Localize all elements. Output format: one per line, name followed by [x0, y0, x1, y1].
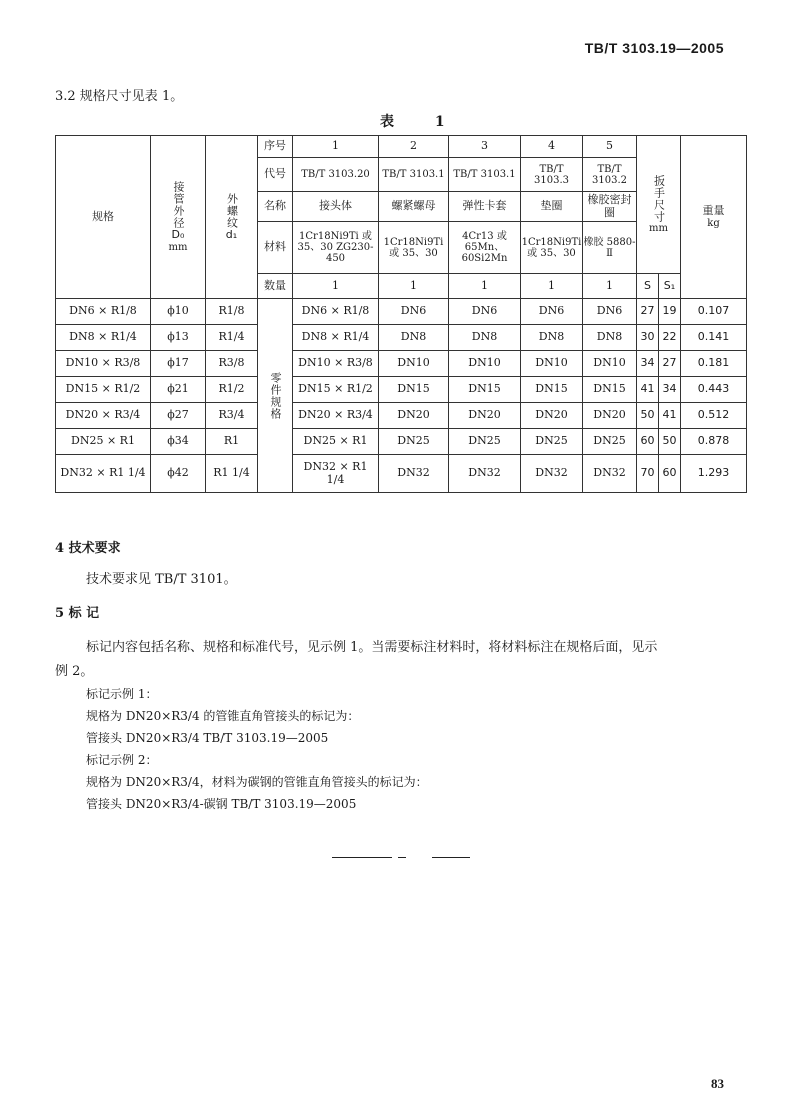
cell-spec: DN6 × R1/8 [56, 299, 151, 325]
part-5-seq: 5 [583, 136, 637, 158]
cell-p3: DN10 [449, 351, 521, 377]
cell-p5: DN32 [583, 455, 637, 493]
cell-thread: R3/8 [206, 351, 258, 377]
col-thread-header [206, 136, 258, 299]
col-spec-header: 规格 [56, 136, 151, 299]
example-2-mark: 管接头 DN20×R3/4-碳钢 TB/T 3103.19—2005 [86, 797, 357, 811]
label-seq: 序号 [258, 136, 293, 158]
cell-s1: 27 [659, 351, 681, 377]
cell-spec: DN10 × R3/8 [56, 351, 151, 377]
part-3-qty: 1 [449, 274, 521, 299]
part-4-name: 垫圈 [521, 192, 583, 222]
table-row [56, 377, 747, 403]
cell-p4: DN8 [521, 325, 583, 351]
example-1-desc: 规格为 DN20×R3/4 的管锥直角管接头的标记为： [86, 709, 360, 723]
col-thread-symbol: d₁ [225, 227, 238, 241]
part-1-qty: 1 [293, 274, 379, 299]
col-wrench-unit: mm [649, 223, 668, 234]
cell-p1: DN6 × R1/8 [293, 299, 379, 325]
part-mark-label [258, 299, 293, 493]
cell-p2: DN6 [379, 299, 449, 325]
cell-s: 41 [637, 377, 659, 403]
cell-s1: 60 [659, 455, 681, 493]
col-wrench-label: 扳手尺寸 [652, 175, 666, 223]
cell-p4: DN10 [521, 351, 583, 377]
spec-table [55, 135, 747, 493]
example-2-label: 标记示例 2： [86, 753, 158, 767]
cell-p4: DN32 [521, 455, 583, 493]
part-4-material: 1Cr18Ni9Ti 或 35、30 [521, 222, 583, 274]
page-number: 83 [711, 1076, 724, 1091]
cell-p5: DN15 [583, 377, 637, 403]
cell-thread: R3/4 [206, 403, 258, 429]
cell-s1: 41 [659, 403, 681, 429]
table-row [56, 299, 747, 325]
table-row [56, 403, 747, 429]
cell-od: ϕ27 [151, 403, 206, 429]
cell-p3: DN32 [449, 455, 521, 493]
cell-s: 60 [637, 429, 659, 455]
example-1-label: 标记示例 1： [86, 687, 158, 701]
part-5-name: 橡胶密封圈 [583, 192, 637, 222]
cell-p2: DN32 [379, 455, 449, 493]
end-rule-right [432, 857, 470, 858]
cell-p4: DN15 [521, 377, 583, 403]
cell-s1: 22 [659, 325, 681, 351]
part-2-code: TB/T 3103.1 [379, 158, 449, 192]
cell-w: 0.181 [681, 351, 747, 377]
cell-thread: R1/4 [206, 325, 258, 351]
part-1-seq: 1 [293, 136, 379, 158]
cell-od: ϕ34 [151, 429, 206, 455]
example-2-desc: 规格为 DN20×R3/4，材料为碳钢的管锥直角管接头的标记为： [86, 775, 428, 789]
cell-p3: DN6 [449, 299, 521, 325]
cell-s1: 19 [659, 299, 681, 325]
part-1-material: 1Cr18Ni9Ti 或 35、30 ZG230-450 [293, 222, 379, 274]
table-row [56, 325, 747, 351]
cell-w: 0.443 [681, 377, 747, 403]
section-4-body: 技术要求见 TB/T 3101。 [86, 572, 237, 587]
end-rule-left [332, 857, 392, 858]
part-2-material: 1Cr18Ni9Ti 或 35、30 [379, 222, 449, 274]
cell-p4: DN25 [521, 429, 583, 455]
cell-s1: 34 [659, 377, 681, 403]
cell-spec: DN8 × R1/4 [56, 325, 151, 351]
col-pipe-od-symbol: D₀ [171, 228, 185, 242]
part-4-code: TB/T 3103.3 [521, 158, 583, 192]
cell-p2: DN15 [379, 377, 449, 403]
cell-spec: DN15 × R1/2 [56, 377, 151, 403]
cell-p5: DN8 [583, 325, 637, 351]
cell-s: 30 [637, 325, 659, 351]
example-1-mark: 管接头 DN20×R3/4 TB/T 3103.19—2005 [86, 731, 329, 745]
col-weight-unit: kg [707, 217, 720, 229]
col-weight-header [681, 136, 747, 299]
cell-w: 0.141 [681, 325, 747, 351]
cell-p1: DN25 × R1 [293, 429, 379, 455]
cell-p2: DN8 [379, 325, 449, 351]
col-weight-label: 重量 [702, 204, 725, 218]
col-thread-label: 外螺纹 [225, 192, 239, 229]
label-name: 名称 [258, 192, 293, 222]
part-1-name: 接头体 [293, 192, 379, 222]
section-5-heading: 5 标 记 [55, 606, 100, 621]
cell-thread: R1/2 [206, 377, 258, 403]
col-wrench-header [637, 136, 681, 274]
part-3-name: 弹性卡套 [449, 192, 521, 222]
cell-p3: DN20 [449, 403, 521, 429]
cell-p2: DN20 [379, 403, 449, 429]
cell-p4: DN20 [521, 403, 583, 429]
cell-p1: DN15 × R1/2 [293, 377, 379, 403]
label-material: 材料 [258, 222, 293, 274]
cell-od: ϕ21 [151, 377, 206, 403]
cell-od: ϕ10 [151, 299, 206, 325]
cell-w: 1.293 [681, 455, 747, 493]
col-pipe-od-label: 接管外径 [172, 181, 186, 230]
cell-od: ϕ17 [151, 351, 206, 377]
section-3-2-text: 3.2 规格尺寸见表 1。 [55, 89, 184, 104]
cell-p1: DN32 × R1 1/4 [293, 455, 379, 493]
col-s1-header: S₁ [659, 274, 681, 299]
table-title: 表 1 [380, 114, 463, 130]
part-2-qty: 1 [379, 274, 449, 299]
part-3-material: 4Cr13 或 65Mn、60Si2Mn [449, 222, 521, 274]
cell-od: ϕ42 [151, 455, 206, 493]
section-5-body-line2: 例 2。 [55, 664, 94, 679]
cell-thread: R1 1/4 [206, 455, 258, 493]
cell-w: 0.107 [681, 299, 747, 325]
part-5-qty: 1 [583, 274, 637, 299]
cell-s: 70 [637, 455, 659, 493]
section-5-body-line1: 标记内容包括名称、规格和标准代号，见示例 1。当需要标注材料时，将材料标注在规格后面，见示 [86, 640, 658, 655]
cell-od: ϕ13 [151, 325, 206, 351]
cell-s: 50 [637, 403, 659, 429]
part-4-qty: 1 [521, 274, 583, 299]
cell-p1: DN20 × R3/4 [293, 403, 379, 429]
col-s-header: S [637, 274, 659, 299]
cell-p3: DN8 [449, 325, 521, 351]
part-4-seq: 4 [521, 136, 583, 158]
col-pipe-od-header [151, 136, 206, 299]
cell-p4: DN6 [521, 299, 583, 325]
cell-p5: DN10 [583, 351, 637, 377]
cell-spec: DN20 × R3/4 [56, 403, 151, 429]
cell-spec: DN32 × R1 1/4 [56, 455, 151, 493]
section-4-heading: 4 技术要求 [55, 541, 121, 556]
part-1-code: TB/T 3103.20 [293, 158, 379, 192]
part-2-seq: 2 [379, 136, 449, 158]
cell-p3: DN25 [449, 429, 521, 455]
part-3-seq: 3 [449, 136, 521, 158]
label-code: 代号 [258, 158, 293, 192]
cell-w: 0.878 [681, 429, 747, 455]
cell-s: 34 [637, 351, 659, 377]
cell-p1: DN10 × R3/8 [293, 351, 379, 377]
cell-w: 0.512 [681, 403, 747, 429]
cell-p5: DN20 [583, 403, 637, 429]
cell-spec: DN25 × R1 [56, 429, 151, 455]
cell-s: 27 [637, 299, 659, 325]
cell-p5: DN6 [583, 299, 637, 325]
standard-header: TB/T 3103.19—2005 [584, 40, 724, 56]
cell-p5: DN25 [583, 429, 637, 455]
end-rule-mid [398, 857, 406, 858]
part-5-material: 橡胶 5880-Ⅱ [583, 222, 637, 274]
table-row [56, 351, 747, 377]
col-pipe-od-unit: mm [168, 241, 188, 253]
cell-p1: DN8 × R1/4 [293, 325, 379, 351]
label-qty: 数量 [258, 274, 293, 299]
cell-thread: R1/8 [206, 299, 258, 325]
cell-thread: R1 [206, 429, 258, 455]
cell-p2: DN10 [379, 351, 449, 377]
cell-p3: DN15 [449, 377, 521, 403]
cell-s1: 50 [659, 429, 681, 455]
table-row [56, 455, 747, 493]
part-5-code: TB/T 3103.2 [583, 158, 637, 192]
table-row [56, 429, 747, 455]
part-mark-text: 零件规格 [269, 371, 283, 420]
part-2-name: 螺紧螺母 [379, 192, 449, 222]
cell-p2: DN25 [379, 429, 449, 455]
part-3-code: TB/T 3103.1 [449, 158, 521, 192]
